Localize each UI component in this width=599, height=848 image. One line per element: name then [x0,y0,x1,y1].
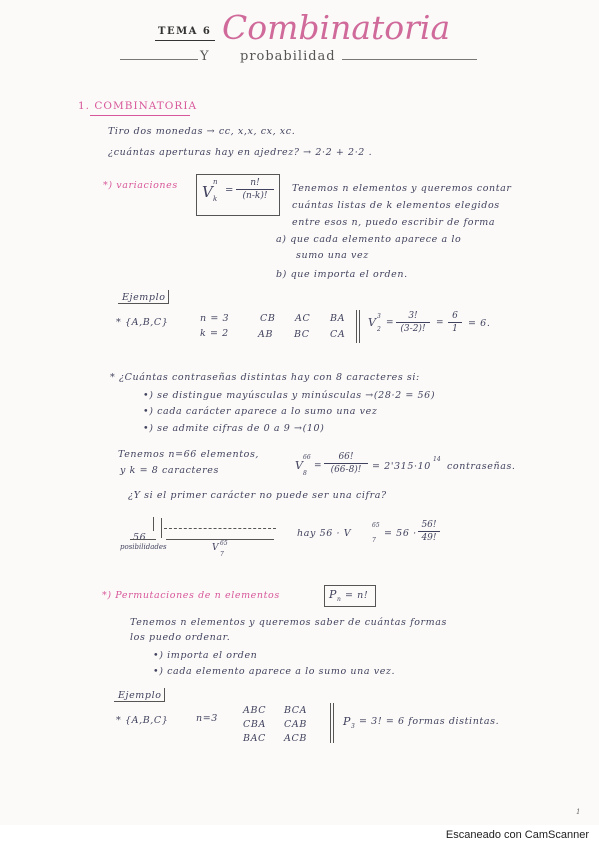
remaining-slots [164,528,276,529]
contrasenas-fraction: 66! (66-8)! [324,452,368,475]
contrasenas-tenemos: Tenemos n=66 elementos, [118,449,260,460]
variaciones-desc-1: Tenemos n elementos y queremos contar [292,183,512,194]
permutaciones-desc-2: los puedo ordenar. [130,632,231,643]
permutaciones-label: *) Permutaciones de n elementos [102,590,280,601]
section-heading: 1. COMBINATORIA [78,100,198,112]
contrasenas-tail: contraseñas. [447,461,516,472]
hay-eq: = 56 · [384,528,417,539]
contrasenas-question: * ¿Cuántas contraseñas distintas hay con 8 caracteres si: [110,372,420,383]
ejemplo-1-k: k = 2 [200,328,229,339]
ejemplo-2-col2-0: BCA [284,705,308,716]
perm-row1-a: CB [260,313,276,324]
hay-sup: 65 [372,522,380,529]
first-slot-tick [153,517,154,531]
ejemplo-2-col1-0: ABC [243,705,267,716]
hay-fraction: 56! 49! [418,520,440,543]
first-slot-value: 56 [133,532,147,543]
ejemplo-2-col2-2: ACB [284,733,307,744]
tema-label: TEMA 6 [158,26,212,37]
ejemplo-1-v: V [368,316,376,329]
chess-line: ¿cuántas aperturas hay en ajedrez? → 2·2 + 2·2 . [108,147,373,158]
permutaciones-p-sub: n [337,596,341,603]
ejemplo-2-p-sub: 3 [351,723,355,730]
variaciones-cond-a-2: sumo una vez [296,250,369,261]
first-slot-caption: posibilidades [120,543,167,551]
remaining-v: V [212,543,219,553]
ejemplo-2-label: Ejemplo [118,690,162,701]
page-number: 1 [576,808,581,816]
perm-row2-b: BC [294,329,310,340]
contrasenas-cond-1: •) se distingue mayúsculas y minúsculas →(28·2 = 56) [143,390,436,401]
perm-row2-a: AB [258,329,274,340]
permutaciones-p: P [329,588,337,601]
cifra-question: ¿Y si el primer carácter no puede ser una cifra? [128,490,387,501]
coins-line: Tiro dos monedas → cc, x,x, cx, xc. [108,126,296,137]
permutaciones-bullet-2: •) cada elemento aparece a lo sumo una vez. [153,666,396,677]
title-line-left [120,59,198,60]
ejemplo-1-fraction-2: 6 1 [448,311,462,334]
title-line-right [342,59,477,60]
page-subtitle: probabilidad [240,49,336,64]
ejemplo-2-col1-1: CBA [243,719,266,730]
remaining-v-sub: 7 [220,551,224,558]
ejemplo-2-box [114,688,165,702]
ejemplo-2-col2-1: CAB [284,719,307,730]
perm-row2-c: CA [330,329,346,340]
ejemplo-2-set: * {A,B,C} [116,715,169,726]
hay-label: hay 56 · V [297,528,352,539]
contrasenas-exp: 14 [433,456,441,463]
permutaciones-desc-1: Tenemos n elementos y queremos saber de cuántas formas [130,617,448,628]
contrasenas-v-sup: 66 [303,454,311,461]
section-heading-underline [90,115,190,116]
ejemplo-2-n: n=3 [196,713,218,724]
camscanner-watermark: Escaneado con CamScanner [445,829,589,841]
permutaciones-bullet-1: •) importa el orden [153,650,258,661]
variaciones-desc-3: entre esos n, puedo escribir de forma [292,217,496,228]
ejemplo-2-divider-a [330,703,331,743]
contrasenas-k: y k = 8 caracteres [120,465,219,476]
remaining-v-sup: 65 [220,540,228,547]
ejemplo-1-box [118,290,169,304]
ejemplo-1-result: = 6. [468,318,491,329]
variaciones-cond-a-1: a) que cada elemento aparece a lo [276,234,462,245]
variaciones-fraction: n! (n-k)! [236,178,274,201]
variaciones-eq: = [225,185,234,196]
contrasenas-v-sub: 8 [303,470,307,477]
slots-bracket [161,518,162,538]
perm-row1-b: AC [295,313,311,324]
first-slot-line [130,539,156,540]
footer-bar [0,825,599,848]
contrasenas-v: V [295,459,303,472]
ejemplo-1-set: * {A,B,C} [116,317,169,328]
hay-sub: 7 [372,537,376,544]
ejemplo-1-label: Ejemplo [122,292,166,303]
ejemplo-2-col1-2: BAC [243,733,266,744]
variaciones-desc-2: cuántas listas de k elementos elegidos [292,200,500,211]
page-title: Combinatoria [222,8,451,47]
contrasenas-eq: = [314,461,322,471]
ejemplo-1-divider-a [356,310,357,343]
variaciones-label: *) variaciones [103,180,178,191]
ejemplo-2-p: P [343,715,351,728]
contrasenas-cond-2: •) cada carácter aparece a lo sumo una vez [143,406,378,417]
perm-row1-c: BA [330,313,346,324]
title-y: Y [200,49,210,64]
tema-underline [155,40,215,41]
ejemplo-1-eq: = [386,318,394,328]
permutaciones-rhs: = n! [345,590,369,601]
variaciones-v-sup: n [213,178,218,186]
ejemplo-1-fraction: 3! (3-2)! [396,311,430,334]
contrasenas-cond-3: •) se admite cifras de 0 a 9 →(10) [143,423,325,434]
ejemplo-2-divider-b [333,703,334,743]
ejemplo-1-eq-2: = [436,318,444,328]
ejemplo-1-n: n = 3 [200,313,230,324]
ejemplo-2-result: = 3! = 6 formas distintas. [359,716,500,727]
contrasenas-result: = 2'315·10 [372,461,431,472]
ejemplo-1-v-sup: 3 [377,313,381,320]
ejemplo-1-v-sub: 2 [377,326,381,333]
ejemplo-1-divider-b [359,310,360,343]
variaciones-v-sub: k [213,195,218,203]
variaciones-cond-b: b) que importa el orden. [276,269,408,280]
variaciones-v: V [202,183,213,201]
